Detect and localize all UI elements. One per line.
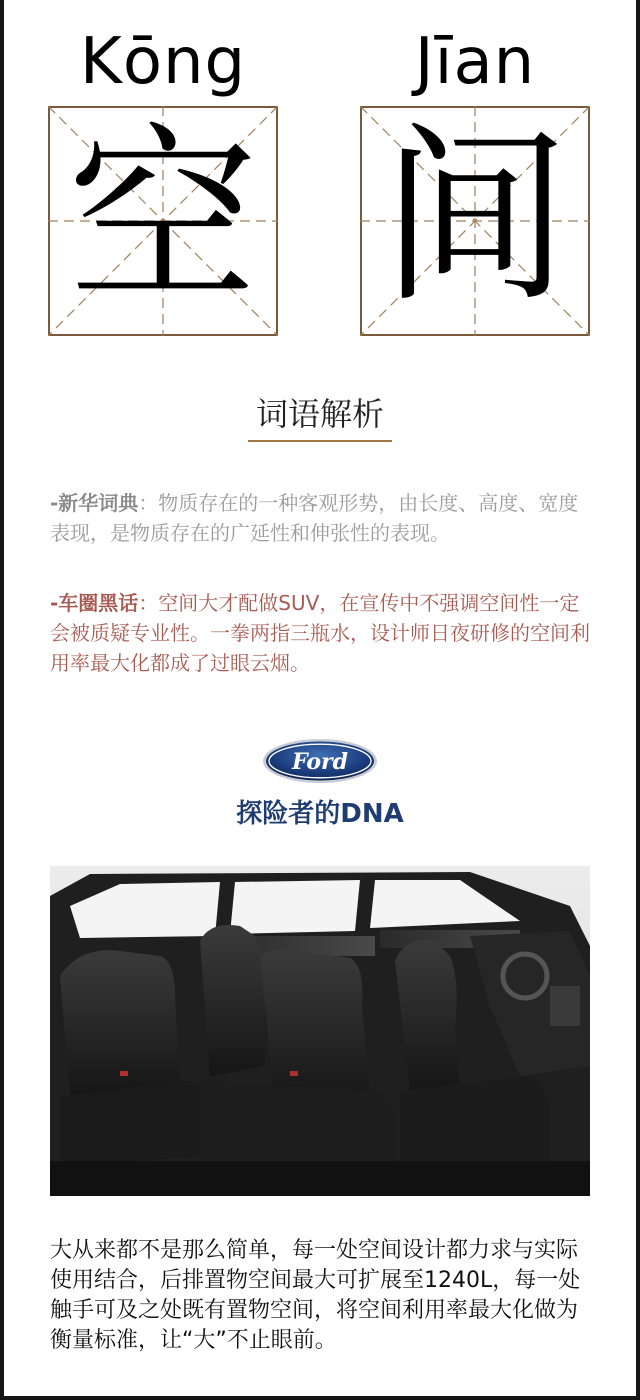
character-kong: 空 <box>67 107 258 328</box>
definition-text: ：物质存在的一种客观形势，由长度、高度、宽度表现，是物质存在的广延性和伸张性的表现。 <box>50 491 579 545</box>
car-interior-image <box>50 866 590 1196</box>
brand-tagline: 探险者的DNA <box>236 799 404 829</box>
character-grid-jian <box>360 106 590 336</box>
pinyin-kong: Kōng <box>79 25 247 99</box>
definition-label: -新华词典 <box>50 491 139 515</box>
ford-logo <box>262 738 378 784</box>
body-paragraph: 大从来都不是那么简单，每一处空间设计都力求与实际使用结合，后排置物空间最大可扩展至1240L，每一处触手可及之处既有置物空间，将空间利用率最大化做为衡量标准，让“大”不止眼前。 <box>50 1238 581 1353</box>
character-grid-kong <box>48 106 278 336</box>
character-jian: 间 <box>379 107 570 328</box>
definition-label: -车圈黑话 <box>50 591 139 615</box>
section-title: 词语解析 <box>255 395 384 433</box>
pinyin-jian: Jīan <box>414 25 536 99</box>
definition-dictionary <box>50 488 590 548</box>
title-underline <box>248 440 392 442</box>
definition-text: ：空间大才配做SUV，在宣传中不强调空间性一定会被质疑专业性。一拳两指三瓶水，设计师日夜研修的空间利用率最大化都成了过眼云烟。 <box>50 591 590 675</box>
ford-logo-text: Ford <box>291 749 349 775</box>
definition-slang <box>50 588 590 678</box>
